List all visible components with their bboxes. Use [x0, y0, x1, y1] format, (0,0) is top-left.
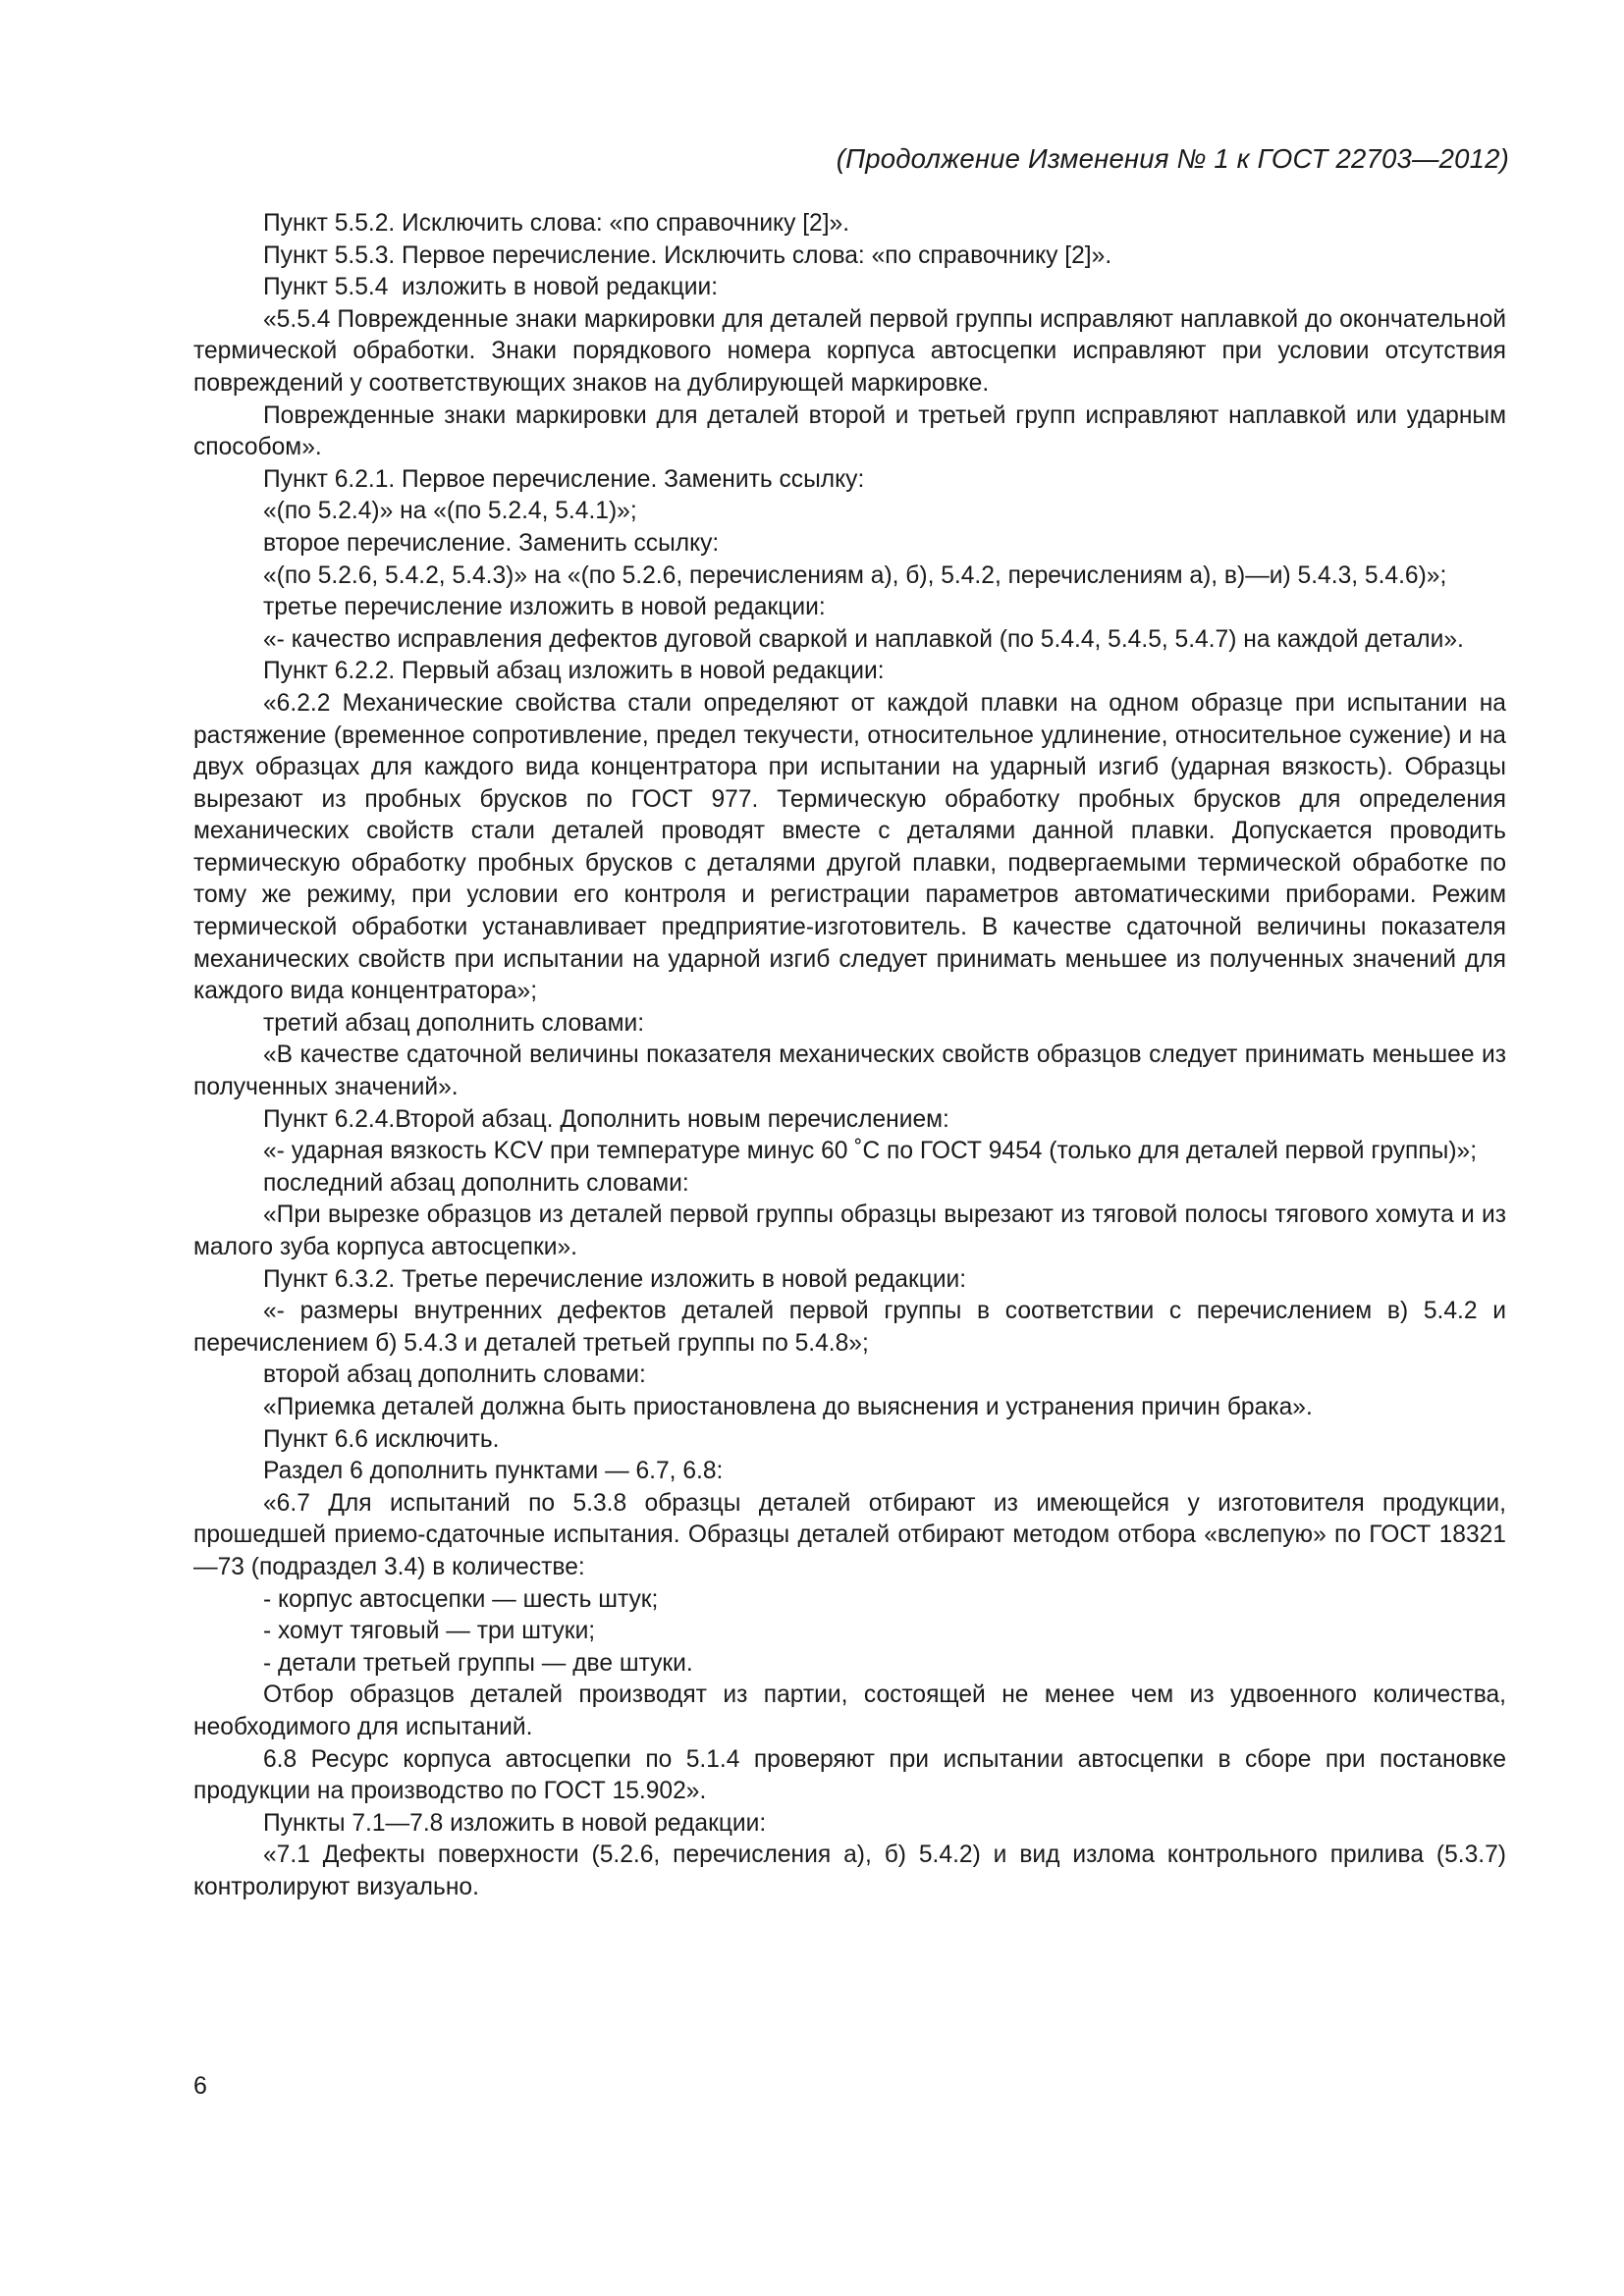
paragraph: Пункт 6.3.2. Третье перечисление изложить в новой редакции:: [263, 1265, 967, 1293]
paragraph: Пункт 6.6 исключить.: [263, 1425, 500, 1453]
paragraph: «6.7 Для испытаний по 5.3.8 образцы деталей отбирают из имеющейся у изготовителя продукции, прошедшей приемо-сдаточные испытания. Образцы деталей отбирают методом отбора «вслепую» по ГОСТ 18321—73 (подраздел 3.4) в количестве:: [193, 1489, 1506, 1580]
paragraph: третий абзац дополнить словами:: [263, 1009, 645, 1037]
paragraph: Пункт 6.2.2. Первый абзац изложить в новой редакции:: [263, 658, 885, 685]
paragraph: Пункт 5.5.2. Исключить слова: «по справочнику [2]».: [263, 210, 850, 237]
paragraph: Пункт 5.5.3. Первое перечисление. Исключить слова: «по справочнику [2]».: [263, 241, 1112, 269]
paragraph: последний абзац дополнить словами:: [263, 1169, 689, 1197]
paragraph: Поврежденные знаки маркировки для деталей второй и третьей групп исправляют наплавкой или ударным способом».: [193, 401, 1506, 461]
paragraph: «- ударная вязкость KCV при температуре минус 60 ˚С по ГОСТ 9454 (только для деталей первой группы)»;: [263, 1138, 1478, 1165]
paragraph: «5.5.4 Поврежденные знаки маркировки для деталей первой группы исправляют наплавкой до окончательной термической обработки. Знаки порядкового номера корпуса автосцепки исправляют при условии отсутствия повреждений у соответствующих знаков на дублирующей маркировке.: [193, 305, 1506, 397]
document-body: [193, 208, 1506, 1903]
paragraph: Раздел 6 дополнить пунктами — 6.7, 6.8:: [263, 1458, 724, 1485]
paragraph: «При вырезке образцов из деталей первой группы образцы вырезают из тяговой полосы тягового хомута и из малого зуба корпуса автосцепки».: [193, 1201, 1506, 1260]
paragraph: Пункт 5.5.4 изложить в новой редакции:: [263, 274, 719, 301]
paragraph: Отбор образцов деталей производят из партии, состоящей не менее чем из удвоенного количества, необходимого для испытаний.: [193, 1682, 1506, 1740]
paragraph: «- качество исправления дефектов дуговой сваркой и наплавкой (по 5.4.4, 5.4.5, 5.4.7) на каждой детали».: [263, 625, 1464, 653]
paragraph: «Приемка деталей должна быть приостановлена до выяснения и устранения причин брака».: [263, 1393, 1313, 1420]
paragraph: второй абзац дополнить словами:: [263, 1362, 646, 1389]
paragraph: третье перечисление изложить в новой редакции:: [263, 594, 826, 621]
paragraph: «6.2.2 Механические свойства стали определяют от каждой плавки на одном образце при испытании на растяжение (временное сопротивление, предел текучести, относительное удлинение, относительное сужение) и на двух образцах для каждого вида концентратора при испытании на ударный изгиб (ударная вязкость). Образцы вырезают из пробных брусков по ГОСТ 977. Термическую обработку пробных брусков для определения механических свойств стали деталей проводят вместе с деталями данной плавки. Допускается проводить термическую обработку пробных брусков с деталями другой плавки, подвергаемыми термической обработке по тому же режиму, при условии его контроля и регистрации параметров автоматическими приборами. Режим термической обработки устанавливает предприятие-изготовитель. В качестве сдаточной величины показателя механических свойств при испытании на ударной изгиб следует принимать меньшее из полученных значений для каждого вида концентратора»;: [193, 689, 1506, 1005]
page-number: 6: [193, 2072, 207, 2100]
paragraph: Пункт 6.2.1. Первое перечисление. Заменить ссылку:: [263, 465, 865, 493]
paragraph: «7.1 Дефекты поверхности (5.2.6, перечисления а), б) 5.4.2) и вид излома контрольного прилива (5.3.7) контролируют визуально.: [193, 1842, 1506, 1900]
paragraph: 6.8 Ресурс корпуса автосцепки по 5.1.4 проверяют при испытании автосцепки в сборе при постановке продукции на производство по ГОСТ 15.902».: [193, 1745, 1506, 1805]
paragraph: Пункт 6.2.4.Второй абзац. Дополнить новым перечислением:: [263, 1105, 949, 1133]
list-item: - хомут тяговый — три штуки;: [263, 1618, 596, 1645]
paragraph: второе перечисление. Заменить ссылку:: [263, 529, 720, 557]
list-item: - детали третьей группы — две штуки.: [263, 1649, 693, 1677]
paragraph: «- размеры внутренних дефектов деталей первой группы в соответствии с перечислением в) 5.4.2 и перечислением б) 5.4.3 и деталей третьей группы по 5.4.8»;: [193, 1298, 1506, 1357]
paragraph: «(по 5.2.4)» на «(по 5.2.4, 5.4.1)»;: [263, 498, 637, 525]
list-item: - корпус автосцепки — шесть штук;: [263, 1585, 659, 1613]
paragraph: «В качестве сдаточной величины показателя механических свойств образцов следует принимать меньшее из полученных значений».: [193, 1041, 1506, 1101]
paragraph: «(по 5.2.6, 5.4.2, 5.4.3)» на «(по 5.2.6, перечислениям а), б), 5.4.2, перечислениям а), в)—и) 5.4.3, 5.4.6)»;: [263, 561, 1447, 589]
running-header: (Продолжение Изменения № 1 к ГОСТ 22703—2012): [836, 143, 1509, 174]
paragraph: Пункты 7.1—7.8 изложить в новой редакции:: [263, 1809, 767, 1837]
